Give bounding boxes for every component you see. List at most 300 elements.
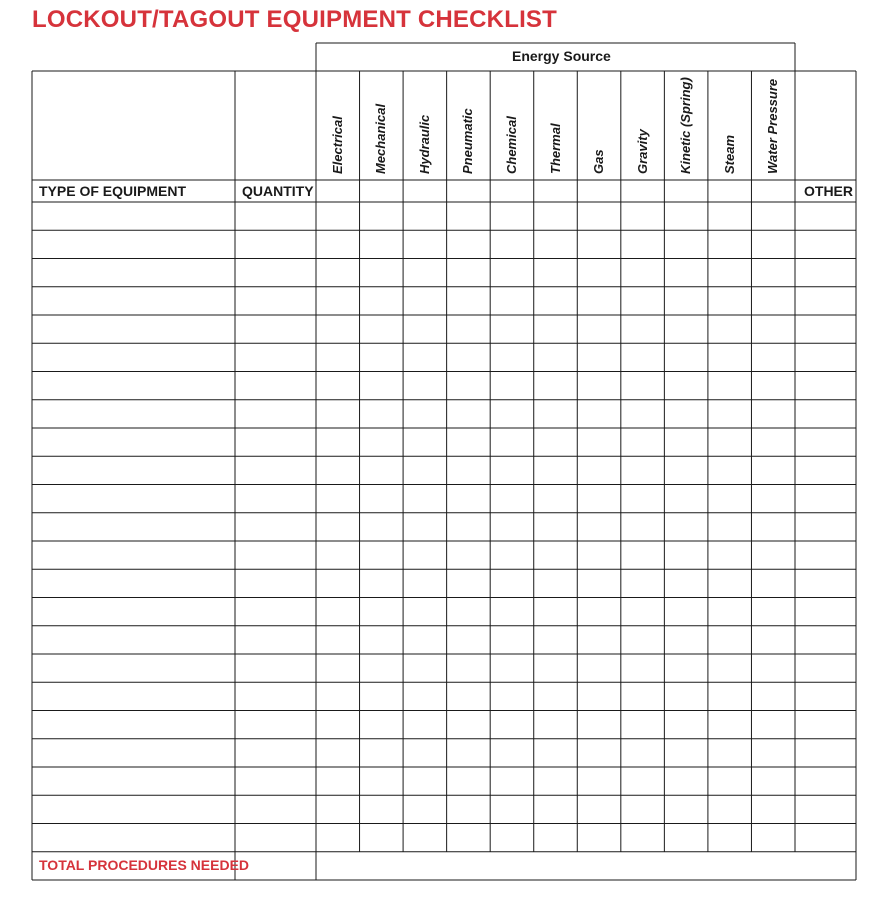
energy-checkbox-cell[interactable]	[317, 401, 359, 427]
energy-checkbox-cell[interactable]	[752, 542, 794, 568]
other-cell[interactable]	[796, 768, 855, 794]
energy-checkbox-cell[interactable]	[317, 288, 359, 314]
energy-checkbox-cell[interactable]	[578, 655, 620, 681]
energy-checkbox-cell[interactable]	[535, 373, 577, 399]
energy-checkbox-cell[interactable]	[361, 344, 403, 370]
energy-checkbox-cell[interactable]	[535, 712, 577, 738]
energy-checkbox-cell[interactable]	[404, 344, 446, 370]
energy-checkbox-cell[interactable]	[665, 260, 707, 286]
energy-checkbox-cell[interactable]	[709, 796, 751, 822]
energy-checkbox-cell[interactable]	[491, 627, 533, 653]
energy-checkbox-cell[interactable]	[448, 825, 490, 851]
energy-checkbox-cell[interactable]	[709, 231, 751, 257]
energy-checkbox-cell[interactable]	[317, 599, 359, 625]
energy-checkbox-cell[interactable]	[491, 373, 533, 399]
other-cell[interactable]	[796, 288, 855, 314]
energy-checkbox-cell[interactable]	[448, 514, 490, 540]
energy-checkbox-cell[interactable]	[578, 373, 620, 399]
energy-checkbox-cell[interactable]	[622, 288, 664, 314]
energy-checkbox-cell[interactable]	[709, 401, 751, 427]
energy-checkbox-cell[interactable]	[404, 825, 446, 851]
energy-checkbox-cell[interactable]	[752, 344, 794, 370]
energy-checkbox-cell[interactable]	[752, 203, 794, 229]
equipment-cell[interactable]	[33, 344, 234, 370]
other-cell[interactable]	[796, 316, 855, 342]
energy-checkbox-cell[interactable]	[709, 740, 751, 766]
energy-checkbox-cell[interactable]	[404, 740, 446, 766]
quantity-cell[interactable]	[236, 768, 315, 794]
energy-checkbox-cell[interactable]	[752, 401, 794, 427]
energy-checkbox-cell[interactable]	[404, 231, 446, 257]
energy-checkbox-cell[interactable]	[752, 796, 794, 822]
energy-checkbox-cell[interactable]	[491, 429, 533, 455]
energy-checkbox-cell[interactable]	[665, 655, 707, 681]
quantity-cell[interactable]	[236, 429, 315, 455]
energy-checkbox-cell[interactable]	[578, 683, 620, 709]
quantity-cell[interactable]	[236, 570, 315, 596]
energy-checkbox-cell[interactable]	[535, 768, 577, 794]
energy-checkbox-cell[interactable]	[709, 655, 751, 681]
energy-checkbox-cell[interactable]	[448, 712, 490, 738]
energy-checkbox-cell[interactable]	[491, 655, 533, 681]
energy-checkbox-cell[interactable]	[709, 373, 751, 399]
energy-checkbox-cell[interactable]	[665, 599, 707, 625]
energy-checkbox-cell[interactable]	[622, 627, 664, 653]
quantity-cell[interactable]	[236, 655, 315, 681]
energy-checkbox-cell[interactable]	[448, 401, 490, 427]
energy-checkbox-cell[interactable]	[665, 401, 707, 427]
quantity-cell[interactable]	[236, 712, 315, 738]
other-cell[interactable]	[796, 599, 855, 625]
energy-checkbox-cell[interactable]	[578, 288, 620, 314]
energy-checkbox-cell[interactable]	[665, 768, 707, 794]
energy-checkbox-cell[interactable]	[622, 542, 664, 568]
energy-checkbox-cell[interactable]	[709, 344, 751, 370]
energy-checkbox-cell[interactable]	[578, 429, 620, 455]
energy-checkbox-cell[interactable]	[361, 457, 403, 483]
energy-checkbox-cell[interactable]	[535, 260, 577, 286]
energy-checkbox-cell[interactable]	[535, 316, 577, 342]
quantity-cell[interactable]	[236, 316, 315, 342]
energy-checkbox-cell[interactable]	[491, 401, 533, 427]
energy-checkbox-cell[interactable]	[491, 570, 533, 596]
energy-checkbox-cell[interactable]	[361, 627, 403, 653]
energy-checkbox-cell[interactable]	[709, 288, 751, 314]
energy-checkbox-cell[interactable]	[752, 570, 794, 596]
other-cell[interactable]	[796, 457, 855, 483]
energy-checkbox-cell[interactable]	[578, 768, 620, 794]
other-cell[interactable]	[796, 655, 855, 681]
energy-checkbox-cell[interactable]	[491, 825, 533, 851]
energy-checkbox-cell[interactable]	[665, 231, 707, 257]
energy-checkbox-cell[interactable]	[622, 599, 664, 625]
energy-checkbox-cell[interactable]	[491, 796, 533, 822]
energy-checkbox-cell[interactable]	[709, 457, 751, 483]
energy-checkbox-cell[interactable]	[448, 260, 490, 286]
energy-checkbox-cell[interactable]	[361, 316, 403, 342]
energy-checkbox-cell[interactable]	[665, 486, 707, 512]
energy-checkbox-cell[interactable]	[709, 316, 751, 342]
energy-checkbox-cell[interactable]	[622, 796, 664, 822]
equipment-cell[interactable]	[33, 655, 234, 681]
energy-checkbox-cell[interactable]	[491, 740, 533, 766]
other-cell[interactable]	[796, 627, 855, 653]
energy-checkbox-cell[interactable]	[448, 288, 490, 314]
energy-checkbox-cell[interactable]	[709, 203, 751, 229]
energy-checkbox-cell[interactable]	[535, 231, 577, 257]
energy-checkbox-cell[interactable]	[622, 570, 664, 596]
energy-checkbox-cell[interactable]	[665, 712, 707, 738]
energy-checkbox-cell[interactable]	[404, 796, 446, 822]
equipment-cell[interactable]	[33, 796, 234, 822]
energy-checkbox-cell[interactable]	[665, 316, 707, 342]
energy-checkbox-cell[interactable]	[361, 288, 403, 314]
energy-checkbox-cell[interactable]	[535, 599, 577, 625]
energy-checkbox-cell[interactable]	[448, 203, 490, 229]
energy-checkbox-cell[interactable]	[361, 203, 403, 229]
energy-checkbox-cell[interactable]	[361, 429, 403, 455]
equipment-cell[interactable]	[33, 570, 234, 596]
energy-checkbox-cell[interactable]	[404, 316, 446, 342]
quantity-cell[interactable]	[236, 231, 315, 257]
energy-checkbox-cell[interactable]	[404, 768, 446, 794]
equipment-cell[interactable]	[33, 712, 234, 738]
energy-checkbox-cell[interactable]	[578, 712, 620, 738]
energy-checkbox-cell[interactable]	[317, 486, 359, 512]
energy-checkbox-cell[interactable]	[622, 655, 664, 681]
energy-checkbox-cell[interactable]	[491, 203, 533, 229]
quantity-cell[interactable]	[236, 401, 315, 427]
energy-checkbox-cell[interactable]	[709, 486, 751, 512]
energy-checkbox-cell[interactable]	[448, 570, 490, 596]
energy-checkbox-cell[interactable]	[361, 796, 403, 822]
energy-checkbox-cell[interactable]	[622, 514, 664, 540]
energy-checkbox-cell[interactable]	[361, 260, 403, 286]
energy-checkbox-cell[interactable]	[752, 373, 794, 399]
other-cell[interactable]	[796, 401, 855, 427]
energy-checkbox-cell[interactable]	[665, 740, 707, 766]
energy-checkbox-cell[interactable]	[709, 683, 751, 709]
energy-checkbox-cell[interactable]	[404, 203, 446, 229]
energy-checkbox-cell[interactable]	[665, 344, 707, 370]
other-cell[interactable]	[796, 542, 855, 568]
energy-checkbox-cell[interactable]	[491, 599, 533, 625]
energy-checkbox-cell[interactable]	[448, 768, 490, 794]
energy-checkbox-cell[interactable]	[752, 599, 794, 625]
energy-checkbox-cell[interactable]	[535, 429, 577, 455]
energy-checkbox-cell[interactable]	[665, 683, 707, 709]
energy-checkbox-cell[interactable]	[317, 203, 359, 229]
energy-checkbox-cell[interactable]	[709, 429, 751, 455]
energy-checkbox-cell[interactable]	[578, 825, 620, 851]
other-cell[interactable]	[796, 683, 855, 709]
quantity-cell[interactable]	[236, 373, 315, 399]
energy-checkbox-cell[interactable]	[361, 599, 403, 625]
energy-checkbox-cell[interactable]	[317, 570, 359, 596]
equipment-cell[interactable]	[33, 429, 234, 455]
energy-checkbox-cell[interactable]	[752, 712, 794, 738]
energy-checkbox-cell[interactable]	[491, 768, 533, 794]
energy-checkbox-cell[interactable]	[404, 542, 446, 568]
energy-checkbox-cell[interactable]	[404, 288, 446, 314]
energy-checkbox-cell[interactable]	[361, 373, 403, 399]
energy-checkbox-cell[interactable]	[709, 627, 751, 653]
energy-checkbox-cell[interactable]	[578, 796, 620, 822]
energy-checkbox-cell[interactable]	[404, 373, 446, 399]
energy-checkbox-cell[interactable]	[752, 768, 794, 794]
energy-checkbox-cell[interactable]	[709, 514, 751, 540]
other-cell[interactable]	[796, 373, 855, 399]
equipment-cell[interactable]	[33, 627, 234, 653]
energy-checkbox-cell[interactable]	[578, 570, 620, 596]
energy-checkbox-cell[interactable]	[448, 486, 490, 512]
energy-checkbox-cell[interactable]	[317, 740, 359, 766]
energy-checkbox-cell[interactable]	[535, 514, 577, 540]
energy-checkbox-cell[interactable]	[535, 683, 577, 709]
energy-checkbox-cell[interactable]	[317, 260, 359, 286]
energy-checkbox-cell[interactable]	[622, 740, 664, 766]
energy-checkbox-cell[interactable]	[535, 344, 577, 370]
quantity-cell[interactable]	[236, 486, 315, 512]
equipment-cell[interactable]	[33, 401, 234, 427]
energy-checkbox-cell[interactable]	[404, 514, 446, 540]
equipment-cell[interactable]	[33, 260, 234, 286]
other-cell[interactable]	[796, 260, 855, 286]
energy-checkbox-cell[interactable]	[665, 457, 707, 483]
energy-checkbox-cell[interactable]	[752, 683, 794, 709]
energy-checkbox-cell[interactable]	[491, 486, 533, 512]
other-cell[interactable]	[796, 231, 855, 257]
energy-checkbox-cell[interactable]	[535, 740, 577, 766]
energy-checkbox-cell[interactable]	[535, 542, 577, 568]
energy-checkbox-cell[interactable]	[578, 599, 620, 625]
energy-checkbox-cell[interactable]	[361, 570, 403, 596]
energy-checkbox-cell[interactable]	[578, 401, 620, 427]
energy-checkbox-cell[interactable]	[361, 486, 403, 512]
energy-checkbox-cell[interactable]	[709, 260, 751, 286]
energy-checkbox-cell[interactable]	[491, 683, 533, 709]
energy-checkbox-cell[interactable]	[491, 514, 533, 540]
energy-checkbox-cell[interactable]	[361, 683, 403, 709]
other-cell[interactable]	[796, 796, 855, 822]
energy-checkbox-cell[interactable]	[317, 316, 359, 342]
equipment-cell[interactable]	[33, 486, 234, 512]
equipment-cell[interactable]	[33, 740, 234, 766]
energy-checkbox-cell[interactable]	[448, 683, 490, 709]
energy-checkbox-cell[interactable]	[491, 288, 533, 314]
quantity-cell[interactable]	[236, 260, 315, 286]
other-cell[interactable]	[796, 429, 855, 455]
energy-checkbox-cell[interactable]	[361, 712, 403, 738]
energy-checkbox-cell[interactable]	[752, 457, 794, 483]
energy-checkbox-cell[interactable]	[752, 316, 794, 342]
other-cell[interactable]	[796, 712, 855, 738]
energy-checkbox-cell[interactable]	[448, 429, 490, 455]
energy-checkbox-cell[interactable]	[665, 627, 707, 653]
energy-checkbox-cell[interactable]	[361, 825, 403, 851]
quantity-cell[interactable]	[236, 203, 315, 229]
energy-checkbox-cell[interactable]	[709, 712, 751, 738]
energy-checkbox-cell[interactable]	[752, 627, 794, 653]
energy-checkbox-cell[interactable]	[622, 373, 664, 399]
other-cell[interactable]	[796, 514, 855, 540]
energy-checkbox-cell[interactable]	[578, 260, 620, 286]
other-cell[interactable]	[796, 825, 855, 851]
energy-checkbox-cell[interactable]	[535, 486, 577, 512]
equipment-cell[interactable]	[33, 316, 234, 342]
energy-checkbox-cell[interactable]	[665, 825, 707, 851]
energy-checkbox-cell[interactable]	[448, 655, 490, 681]
energy-checkbox-cell[interactable]	[361, 514, 403, 540]
energy-checkbox-cell[interactable]	[404, 401, 446, 427]
energy-checkbox-cell[interactable]	[317, 429, 359, 455]
equipment-cell[interactable]	[33, 825, 234, 851]
equipment-cell[interactable]	[33, 288, 234, 314]
equipment-cell[interactable]	[33, 768, 234, 794]
quantity-cell[interactable]	[236, 344, 315, 370]
energy-checkbox-cell[interactable]	[752, 655, 794, 681]
energy-checkbox-cell[interactable]	[361, 740, 403, 766]
equipment-cell[interactable]	[33, 457, 234, 483]
energy-checkbox-cell[interactable]	[404, 655, 446, 681]
energy-checkbox-cell[interactable]	[578, 203, 620, 229]
energy-checkbox-cell[interactable]	[361, 231, 403, 257]
energy-checkbox-cell[interactable]	[535, 288, 577, 314]
energy-checkbox-cell[interactable]	[752, 288, 794, 314]
other-cell[interactable]	[796, 344, 855, 370]
energy-checkbox-cell[interactable]	[535, 203, 577, 229]
energy-checkbox-cell[interactable]	[317, 825, 359, 851]
energy-checkbox-cell[interactable]	[448, 316, 490, 342]
energy-checkbox-cell[interactable]	[535, 796, 577, 822]
total-procedures-cell[interactable]	[236, 853, 855, 879]
energy-checkbox-cell[interactable]	[535, 655, 577, 681]
energy-checkbox-cell[interactable]	[448, 231, 490, 257]
energy-checkbox-cell[interactable]	[665, 429, 707, 455]
energy-checkbox-cell[interactable]	[491, 457, 533, 483]
other-cell[interactable]	[796, 203, 855, 229]
energy-checkbox-cell[interactable]	[317, 457, 359, 483]
equipment-cell[interactable]	[33, 203, 234, 229]
quantity-cell[interactable]	[236, 542, 315, 568]
energy-checkbox-cell[interactable]	[361, 768, 403, 794]
energy-checkbox-cell[interactable]	[448, 542, 490, 568]
quantity-cell[interactable]	[236, 627, 315, 653]
energy-checkbox-cell[interactable]	[752, 486, 794, 512]
energy-checkbox-cell[interactable]	[622, 203, 664, 229]
energy-checkbox-cell[interactable]	[404, 570, 446, 596]
energy-checkbox-cell[interactable]	[491, 316, 533, 342]
energy-checkbox-cell[interactable]	[535, 627, 577, 653]
energy-checkbox-cell[interactable]	[578, 231, 620, 257]
energy-checkbox-cell[interactable]	[361, 401, 403, 427]
energy-checkbox-cell[interactable]	[665, 288, 707, 314]
energy-checkbox-cell[interactable]	[578, 316, 620, 342]
energy-checkbox-cell[interactable]	[317, 683, 359, 709]
energy-checkbox-cell[interactable]	[665, 203, 707, 229]
energy-checkbox-cell[interactable]	[404, 683, 446, 709]
other-cell[interactable]	[796, 486, 855, 512]
other-cell[interactable]	[796, 740, 855, 766]
energy-checkbox-cell[interactable]	[491, 712, 533, 738]
energy-checkbox-cell[interactable]	[317, 712, 359, 738]
energy-checkbox-cell[interactable]	[578, 344, 620, 370]
energy-checkbox-cell[interactable]	[665, 542, 707, 568]
equipment-cell[interactable]	[33, 683, 234, 709]
energy-checkbox-cell[interactable]	[622, 825, 664, 851]
energy-checkbox-cell[interactable]	[622, 457, 664, 483]
equipment-cell[interactable]	[33, 542, 234, 568]
energy-checkbox-cell[interactable]	[317, 627, 359, 653]
energy-checkbox-cell[interactable]	[622, 429, 664, 455]
energy-checkbox-cell[interactable]	[709, 825, 751, 851]
energy-checkbox-cell[interactable]	[404, 429, 446, 455]
energy-checkbox-cell[interactable]	[709, 599, 751, 625]
energy-checkbox-cell[interactable]	[317, 373, 359, 399]
energy-checkbox-cell[interactable]	[404, 599, 446, 625]
energy-checkbox-cell[interactable]	[578, 627, 620, 653]
energy-checkbox-cell[interactable]	[491, 231, 533, 257]
quantity-cell[interactable]	[236, 288, 315, 314]
energy-checkbox-cell[interactable]	[752, 260, 794, 286]
energy-checkbox-cell[interactable]	[491, 542, 533, 568]
equipment-cell[interactable]	[33, 514, 234, 540]
equipment-cell[interactable]	[33, 373, 234, 399]
energy-checkbox-cell[interactable]	[665, 373, 707, 399]
energy-checkbox-cell[interactable]	[709, 542, 751, 568]
quantity-cell[interactable]	[236, 457, 315, 483]
energy-checkbox-cell[interactable]	[752, 825, 794, 851]
energy-checkbox-cell[interactable]	[622, 231, 664, 257]
energy-checkbox-cell[interactable]	[448, 599, 490, 625]
energy-checkbox-cell[interactable]	[448, 457, 490, 483]
energy-checkbox-cell[interactable]	[622, 486, 664, 512]
energy-checkbox-cell[interactable]	[404, 457, 446, 483]
energy-checkbox-cell[interactable]	[578, 740, 620, 766]
quantity-cell[interactable]	[236, 599, 315, 625]
energy-checkbox-cell[interactable]	[622, 768, 664, 794]
energy-checkbox-cell[interactable]	[448, 796, 490, 822]
energy-checkbox-cell[interactable]	[622, 401, 664, 427]
energy-checkbox-cell[interactable]	[665, 796, 707, 822]
energy-checkbox-cell[interactable]	[578, 542, 620, 568]
energy-checkbox-cell[interactable]	[622, 316, 664, 342]
energy-checkbox-cell[interactable]	[317, 514, 359, 540]
energy-checkbox-cell[interactable]	[404, 627, 446, 653]
energy-checkbox-cell[interactable]	[622, 712, 664, 738]
energy-checkbox-cell[interactable]	[317, 768, 359, 794]
energy-checkbox-cell[interactable]	[752, 429, 794, 455]
equipment-cell[interactable]	[33, 599, 234, 625]
energy-checkbox-cell[interactable]	[752, 231, 794, 257]
energy-checkbox-cell[interactable]	[317, 796, 359, 822]
energy-checkbox-cell[interactable]	[535, 457, 577, 483]
quantity-cell[interactable]	[236, 796, 315, 822]
energy-checkbox-cell[interactable]	[448, 627, 490, 653]
energy-checkbox-cell[interactable]	[578, 457, 620, 483]
energy-checkbox-cell[interactable]	[404, 712, 446, 738]
energy-checkbox-cell[interactable]	[448, 344, 490, 370]
energy-checkbox-cell[interactable]	[317, 231, 359, 257]
quantity-cell[interactable]	[236, 514, 315, 540]
energy-checkbox-cell[interactable]	[317, 542, 359, 568]
energy-checkbox-cell[interactable]	[535, 825, 577, 851]
energy-checkbox-cell[interactable]	[535, 401, 577, 427]
energy-checkbox-cell[interactable]	[709, 768, 751, 794]
energy-checkbox-cell[interactable]	[535, 570, 577, 596]
energy-checkbox-cell[interactable]	[404, 486, 446, 512]
quantity-cell[interactable]	[236, 683, 315, 709]
